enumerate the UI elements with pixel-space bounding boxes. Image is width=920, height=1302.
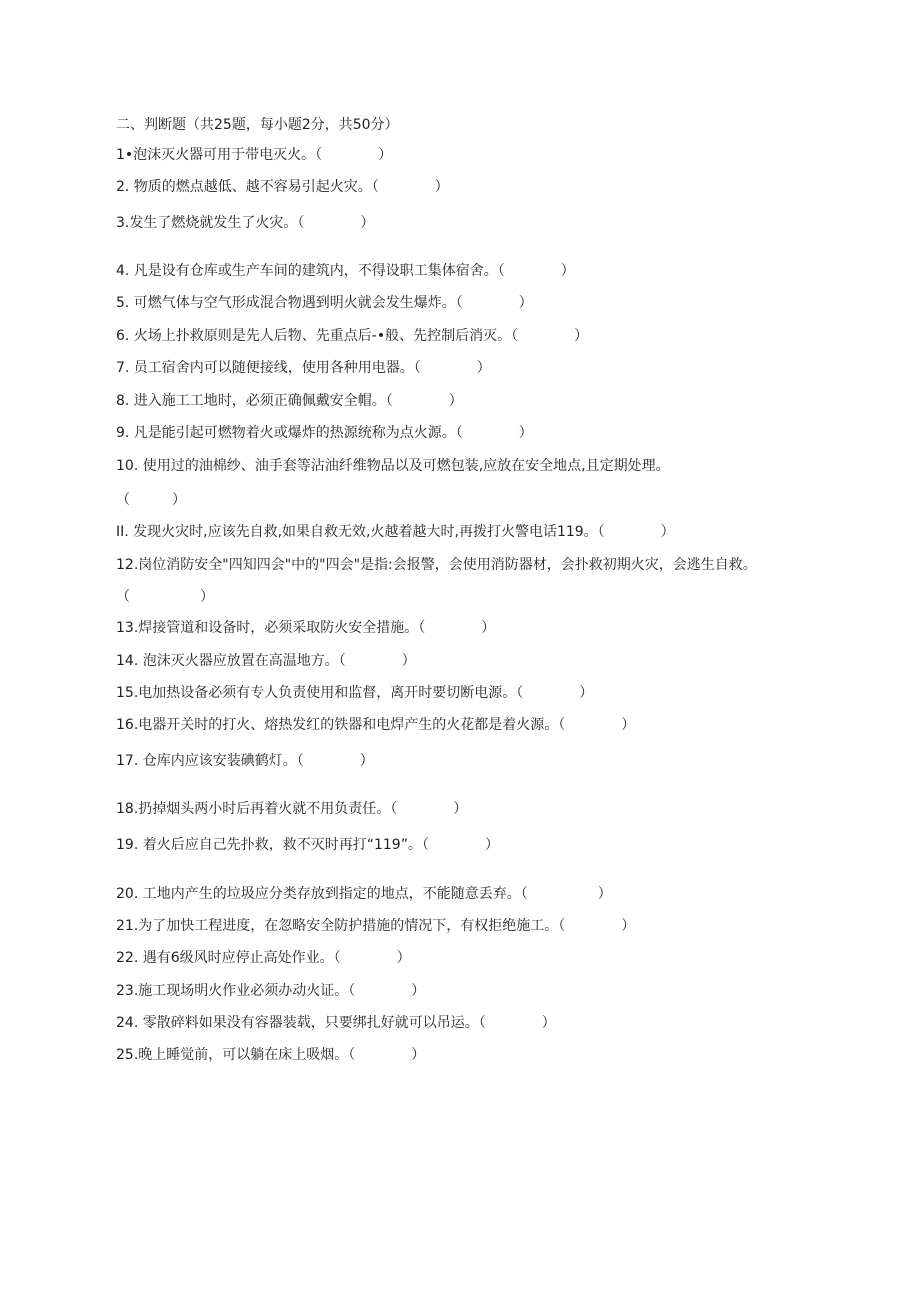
question-16: 16.电器开关时的打火、熔热发红的铁器和电焊产生的火花都是着火源。（ ） [116,717,636,733]
question-6: 6. 火场上扑救原则是先人后物、先重点后-•般、先控制后消灭。（ ） [116,328,589,344]
question-11: II. 发现火灾时,应该先自救,如果自救无效,火越着越大时,再拨打火警电话119。（ ） [116,524,675,540]
question-5: 5. 可燃气体与空气形成混合物遇到明火就会发生爆炸。（ ） [116,295,533,311]
question-17: 17. 仓库内应该安装碘鹤灯。（ ） [116,753,374,769]
question-14: 14. 泡沫灭火器应放置在高温地方。（ ） [116,653,416,669]
question-19: 19. 着火后应自己先扑救，救不灭时再打“119”。（ ） [116,837,499,853]
question-23: 23.施工现场明火作业必须办动火证。（ ） [116,983,426,999]
question-21: 21.为了加快工程进度，在忽略安全防护措施的情况下，有权拒绝施工。（ ） [116,918,636,934]
question-15: 15.电加热设备必须有专人负责使用和监督，离开时要切断电源。（ ） [116,685,594,701]
question-18: 18.扔掉烟头两小时后再着火就不用负责任。（ ） [116,801,468,817]
question-10-answer: （ ） [116,492,186,508]
question-2: 2. 物质的燃点越低、越不容易引起火灾。（ ） [116,179,449,195]
section-title: 二、判断题（共25题，每小题2分，共50分） [116,117,399,133]
question-3: 3.发生了燃烧就发生了火灾。（ ） [116,215,375,231]
question-1: 1•泡沫灭火器可用于带电灭火。（ ） [116,147,393,163]
question-13: 13.焊接管道和设备时，必须采取防火安全措施。（ ） [116,620,496,636]
question-12: 12.岗位消防安全"四知四会"中的"四会"是指:会报警，会使用消防器材，会扑救初期火灾，会逃生自救。（ ） [116,557,757,605]
question-20: 20. 工地内产生的垃圾应分类存放到指定的地点，不能随意丢弃。（ ） [116,886,612,902]
question-10: 10. 使用过的油棉纱、油手套等沾油纤维物品以及可燃包装,应放在安全地点,且定期处理。 [116,458,670,474]
question-25: 25.晚上睡觉前，可以躺在床上吸烟。（ ） [116,1047,426,1063]
question-22: 22. 遇有6级风时应停止高处作业。（ ） [116,950,411,966]
question-7: 7. 员工宿舍内可以随便接线，使用各种用电器。（ ） [116,360,491,376]
question-9: 9. 凡是能引起可燃物着火或爆炸的热源统称为点火源。（ ） [116,425,533,441]
question-8: 8. 进入施工工地时，必须正确佩戴安全帽。（ ） [116,393,463,409]
question-4: 4. 凡是设有仓库或生产车间的建筑内，不得设职工集体宿舍。（ ） [116,263,575,279]
question-24: 24. 零散碎料如果没有容器装载，只要绑扎好就可以吊运。（ ） [116,1015,556,1031]
